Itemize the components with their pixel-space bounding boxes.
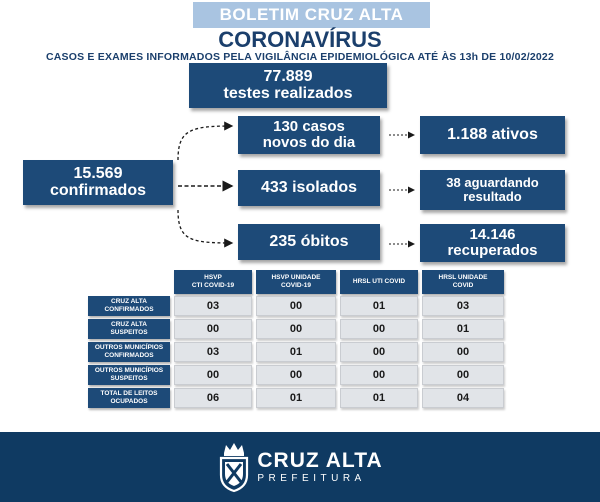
confirmed-label: confirmados — [49, 181, 146, 199]
table-cell: 06 — [174, 388, 252, 408]
page-title: CORONAVÍRUS — [218, 27, 382, 52]
row-label-cruz-alta-confirmed — [88, 296, 170, 316]
new-cases-label: novos do dia — [262, 134, 356, 151]
row-label-cruz-alta-suspected — [88, 319, 170, 339]
row-label-total-beds — [88, 388, 170, 408]
confirmed-box — [23, 160, 173, 205]
table-cell: 00 — [256, 365, 336, 385]
column-header-line1: HSVP — [204, 274, 222, 282]
table-cell: 01 — [256, 342, 336, 362]
row-label-line1: OUTROS MUNICÍPIOS — [94, 344, 164, 352]
column-header-hrsl-unit — [422, 270, 504, 294]
row-label-line2: CONFIRMADOS — [104, 352, 154, 359]
table-cell: 03 — [174, 296, 252, 316]
table-cell: 01 — [422, 319, 504, 339]
tests-box — [189, 63, 387, 108]
footer-logo-title: CRUZ ALTA — [257, 449, 383, 472]
column-header-hsvp-unit — [256, 270, 336, 294]
table-cell: 03 — [422, 296, 504, 316]
row-label-line2: CONFIRMADOS — [104, 306, 154, 313]
awaiting-label: resultado — [463, 189, 522, 204]
municipal-crest-icon — [217, 441, 251, 493]
recovered-box — [420, 224, 565, 262]
row-label-line1: OUTROS MUNICÍPIOS — [94, 367, 164, 375]
column-header-line1: HSVP UNIDADE — [271, 274, 321, 282]
column-header-line2: CTI COVID-19 — [191, 282, 235, 289]
tests-value: 77.889 — [263, 67, 313, 85]
table-cell: 00 — [340, 342, 418, 362]
table-cell: 03 — [174, 342, 252, 362]
row-label-line2: OCUPADOS — [110, 398, 148, 405]
row-label-line2: SUSPEITOS — [110, 375, 148, 382]
recovered-label: recuperados — [447, 242, 538, 259]
table-cell: 00 — [422, 342, 504, 362]
table-cell: 00 — [340, 365, 418, 385]
table-cell: 04 — [422, 388, 504, 408]
column-header-line2: COVID-19 — [281, 282, 311, 289]
bulletin-banner: BOLETIM CRUZ ALTA — [193, 2, 430, 28]
isolated-value: 433 isolados — [260, 178, 358, 196]
new-cases-value: 130 casos — [273, 118, 345, 136]
table-cell: 00 — [174, 319, 252, 339]
footer-logo-area — [0, 432, 600, 502]
tests-label: testes realizados — [223, 84, 353, 102]
row-label-other-suspected — [88, 365, 170, 385]
deaths-value: 235 óbitos — [269, 232, 349, 250]
table-cell: 00 — [422, 365, 504, 385]
table-cell: 01 — [256, 388, 336, 408]
awaiting-box — [420, 170, 565, 210]
awaiting-value: 38 aguardando — [446, 175, 539, 191]
row-label-line2: SUSPEITOS — [110, 329, 148, 336]
column-header-line1: HRSL UNIDADE — [438, 274, 488, 282]
row-label-other-confirmed — [88, 342, 170, 362]
isolated-box — [238, 170, 380, 206]
table-cell: 00 — [256, 296, 336, 316]
column-header-hsvp-cti — [174, 270, 252, 294]
row-label-line1: CRUZ ALTA — [111, 298, 147, 306]
prefeitura-logo — [217, 441, 382, 493]
active-box — [420, 116, 565, 154]
new-cases-box — [238, 116, 380, 154]
recovered-value: 14.146 — [469, 226, 516, 244]
table-cell: 01 — [340, 296, 418, 316]
column-header-hrsl-uti — [340, 270, 418, 294]
footer-logo-subtitle: PREFEITURA — [257, 473, 366, 484]
active-value: 1.188 ativos — [447, 125, 538, 143]
table-cell: 01 — [340, 388, 418, 408]
page-subtitle: CASOS E EXAMES INFORMADOS PELA VIGILÂNCIA EPIDEMIOLÓGICA ATÉ ÀS 13h DE 10/02/2022 — [45, 51, 555, 63]
arrow-to-deaths — [178, 210, 232, 243]
deaths-box — [238, 224, 380, 260]
column-header-line1: HRSL UTI COVID — [352, 278, 406, 286]
table-cell: 00 — [174, 365, 252, 385]
table-cell: 00 — [256, 319, 336, 339]
arrow-to-new-cases — [178, 126, 232, 160]
confirmed-value: 15.569 — [73, 164, 123, 182]
row-label-line1: TOTAL DE LEITOS — [100, 390, 158, 398]
row-label-line1: CRUZ ALTA — [111, 321, 147, 329]
table-cell: 00 — [340, 319, 418, 339]
column-header-line2: COVID — [452, 282, 474, 289]
